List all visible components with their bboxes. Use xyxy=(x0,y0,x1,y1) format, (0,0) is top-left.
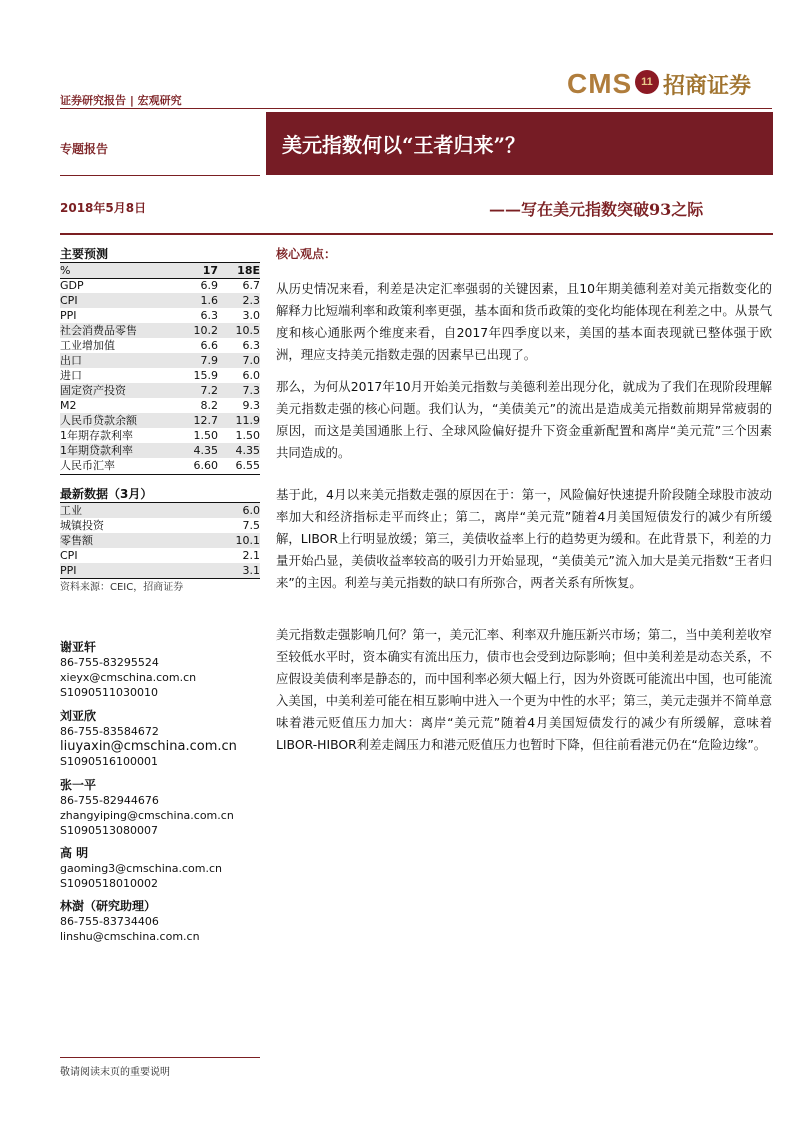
row-value: 10.1 xyxy=(215,533,260,548)
analyst-email[interactable]: xieyx@cmschina.com.cn xyxy=(60,671,197,684)
row-label: 城镇投资 xyxy=(60,519,104,532)
table-rule xyxy=(60,278,260,279)
value-2017: 6.60 xyxy=(193,459,218,472)
analyst-phone: 86-755-83295524 xyxy=(60,656,159,669)
value-2018e: 1.50 xyxy=(235,429,260,442)
table-row xyxy=(60,458,260,473)
value-2017: 15.9 xyxy=(193,369,218,382)
analyst-name: 林澍（研究助理） xyxy=(60,899,157,913)
table-row xyxy=(60,443,260,458)
value-2018e: 6.3 xyxy=(242,339,260,352)
row-label: CPI xyxy=(60,293,180,308)
row-label: 零售额 xyxy=(60,533,215,548)
table-row xyxy=(60,428,260,443)
logo-chinese-name: 招商证券 xyxy=(663,74,752,99)
table-row xyxy=(60,533,260,548)
table-row xyxy=(60,548,260,563)
analyst-phone: 86-755-82944676 xyxy=(60,794,159,807)
table-header-cell: 18E xyxy=(218,263,260,278)
core-view-title: 核心观点： xyxy=(276,247,337,261)
analyst-card xyxy=(60,709,270,769)
value-2017: 8.2 xyxy=(200,399,218,412)
latest-data-table xyxy=(60,503,260,578)
analyst-name: 谢亚轩 xyxy=(60,640,97,654)
data-source: 资料来源：CEIC，招商证券 xyxy=(60,582,184,593)
table-rule xyxy=(60,474,260,475)
analyst-email[interactable]: linshu@cmschina.com.cn xyxy=(60,930,200,943)
table-header-cell: 17 xyxy=(180,263,218,278)
row-value: 3.1 xyxy=(215,563,260,578)
row-value: 2.1 xyxy=(242,549,260,562)
analyst-email[interactable]: zhangyiping@cmschina.com.cn xyxy=(60,809,234,822)
value-2017: 6.3 xyxy=(200,309,218,322)
value-2018e: 10.5 xyxy=(218,323,260,338)
row-label: PPI xyxy=(60,563,215,578)
footer-note: 敬请阅读末页的重要说明 xyxy=(60,1067,170,1078)
value-2017: 6.9 xyxy=(200,279,218,292)
analyst-email[interactable]: gaoming3@cmschina.com.cn xyxy=(60,862,222,875)
row-value: 6.0 xyxy=(215,503,260,518)
analyst-name: 张一平 xyxy=(60,778,97,792)
logo-text: CMS xyxy=(567,68,633,99)
page-title: 美元指数何以“王者归来”？ xyxy=(282,133,526,157)
analyst-card xyxy=(60,899,270,944)
title-divider xyxy=(60,233,773,235)
row-label: 固定资产投资 xyxy=(60,383,180,398)
page-subtitle: ——写在美元指数突破93之际 xyxy=(489,200,704,219)
table-row xyxy=(60,278,260,293)
analyst-cert: S1090518010002 xyxy=(60,877,158,890)
table-row xyxy=(60,503,260,518)
footer-divider xyxy=(60,1057,260,1058)
forecast-title: 主要预测 xyxy=(60,247,109,261)
value-2018e: 6.0 xyxy=(242,369,260,382)
analyst-phone: 86-755-83734406 xyxy=(60,915,159,928)
value-2017: 1.6 xyxy=(180,293,218,308)
analyst-card xyxy=(60,846,270,891)
value-2017: 4.35 xyxy=(180,443,218,458)
value-2018e: 6.7 xyxy=(242,279,260,292)
table-row xyxy=(60,293,260,308)
table-row xyxy=(60,338,260,353)
row-label: CPI xyxy=(60,549,78,562)
row-label: 人民币汇率 xyxy=(60,459,115,472)
table-row xyxy=(60,383,260,398)
analyst-cert: S1090511030010 xyxy=(60,686,158,699)
report-category: 证券研究报告 | 宏观研究 xyxy=(60,94,182,107)
row-label: 进口 xyxy=(60,369,82,382)
analyst-name: 刘亚欣 xyxy=(60,709,97,723)
row-label: 社会消费品零售 xyxy=(60,323,180,338)
table-row xyxy=(60,353,260,368)
left-divider xyxy=(60,175,260,176)
forecast-table xyxy=(60,263,260,473)
value-2017: 7.2 xyxy=(180,383,218,398)
table-row xyxy=(60,563,260,578)
value-2017: 10.2 xyxy=(180,323,218,338)
analyst-name: 高 明 xyxy=(60,846,89,860)
analyst-card xyxy=(60,640,270,700)
value-2018e: 9.3 xyxy=(242,399,260,412)
value-2017: 7.9 xyxy=(180,353,218,368)
row-label: 出口 xyxy=(60,353,180,368)
row-value: 7.5 xyxy=(242,519,260,532)
row-label: 1年期存款利率 xyxy=(60,429,133,442)
body-paragraph: 那么，为何从2017年10月开始美元指数与美德利差出现分化，就成为了我们在现阶段理解美元指数走强的核心问题。我们认为，“美债美元”的流出是造成美元指数前期异常疲弱的原因，而这是美国通胀上行、全球风险偏好提升下资金重新配置和离岸“美元荒”三个因素共同造成的。 xyxy=(276,379,772,460)
table-row xyxy=(60,398,260,413)
value-2018e: 7.0 xyxy=(218,353,260,368)
analyst-cert: S1090513080007 xyxy=(60,824,158,837)
row-label: GDP xyxy=(60,279,84,292)
analyst-card xyxy=(60,778,270,838)
analyst-phone: 86-755-83584672 xyxy=(60,725,159,738)
table-row xyxy=(60,323,260,338)
body-paragraph: 美元指数走强影响几何？第一，美元汇率、利率双升施压新兴市场；第二，当中美利差收窄至较低水平时，资本确实有流出压力，债市也会受到边际影响；但中美利差是动态关系，不应假设美债利率是静态的，而中国利率必须大幅上行，因为外资既可能流出中国，也可能流入美国，中美利差可能在相互影响中进入一个更为中性的水平；第三，美元走强并不简单意味着港元贬值压力加大：离岸“美元荒”随着4月美国短债发行的减少有所缓解，意味着LIBOR-HIBOR利差走阔压力和港元贬值压力也暂时下降，但往前看港元仍在“危险边缘”。 xyxy=(276,627,772,752)
body-paragraph: 基于此，4月以来美元指数走强的原因在于：第一，风险偏好快速提升阶段随全球股市波动率加大和经济指标走平而终止；第二，离岸“美元荒”随着4月美国短债发行的减少有所缓解，LIBOR上行明显放缓；第三，美债收益率上行的趋势更为缓和。在此背景下，利差的力量开始凸显，美债收益率较高的吸引力开始显现，“美债美元”流入加大是美元指数“王者归来”的主因。利差与美元指数的缺口有所弥合，两者关系有所恢复。 xyxy=(276,487,772,590)
row-label: M2 xyxy=(60,399,77,412)
logo-badge-icon: 11 xyxy=(635,70,659,94)
row-label: 工业 xyxy=(60,503,215,518)
value-2017: 12.7 xyxy=(180,413,218,428)
table-row xyxy=(60,368,260,383)
report-type: 专题报告 xyxy=(60,142,109,156)
row-label: 工业增加值 xyxy=(60,339,115,352)
body-paragraph: 从历史情况来看，利差是决定汇率强弱的关键因素，且10年期美德利差对美元指数变化的解释力比短端利率和政策利率更强，基本面和货币政策的变化均能体现在利差之中。从景气度和核心通胀两个维度来看，自2017年四季度以来，美国的基本面表现就已整体强于欧洲，理应支持美元指数走强的因素早已出现了。 xyxy=(276,281,772,362)
value-2018e: 4.35 xyxy=(218,443,260,458)
table-row xyxy=(60,413,260,428)
report-date: 2018年5月8日 xyxy=(60,201,147,215)
table-header-row xyxy=(60,263,260,278)
table-row xyxy=(60,308,260,323)
company-logo xyxy=(567,66,777,100)
table-header-cell: % xyxy=(60,263,180,278)
table-row xyxy=(60,518,260,533)
row-label: PPI xyxy=(60,309,77,322)
row-label: 人民币贷款余额 xyxy=(60,413,180,428)
value-2018e: 6.55 xyxy=(235,459,260,472)
value-2018e: 2.3 xyxy=(218,293,260,308)
row-label: 1年期贷款利率 xyxy=(60,443,180,458)
value-2018e: 3.0 xyxy=(242,309,260,322)
analyst-email[interactable]: liuyaxin@cmschina.com.cn xyxy=(60,739,237,754)
analyst-cert: S1090516100001 xyxy=(60,755,158,768)
value-2017: 1.50 xyxy=(193,429,218,442)
header-divider xyxy=(60,108,772,109)
value-2017: 6.6 xyxy=(200,339,218,352)
value-2018e: 11.9 xyxy=(218,413,260,428)
latest-data-title: 最新数据（3月） xyxy=(60,487,153,501)
value-2018e: 7.3 xyxy=(218,383,260,398)
